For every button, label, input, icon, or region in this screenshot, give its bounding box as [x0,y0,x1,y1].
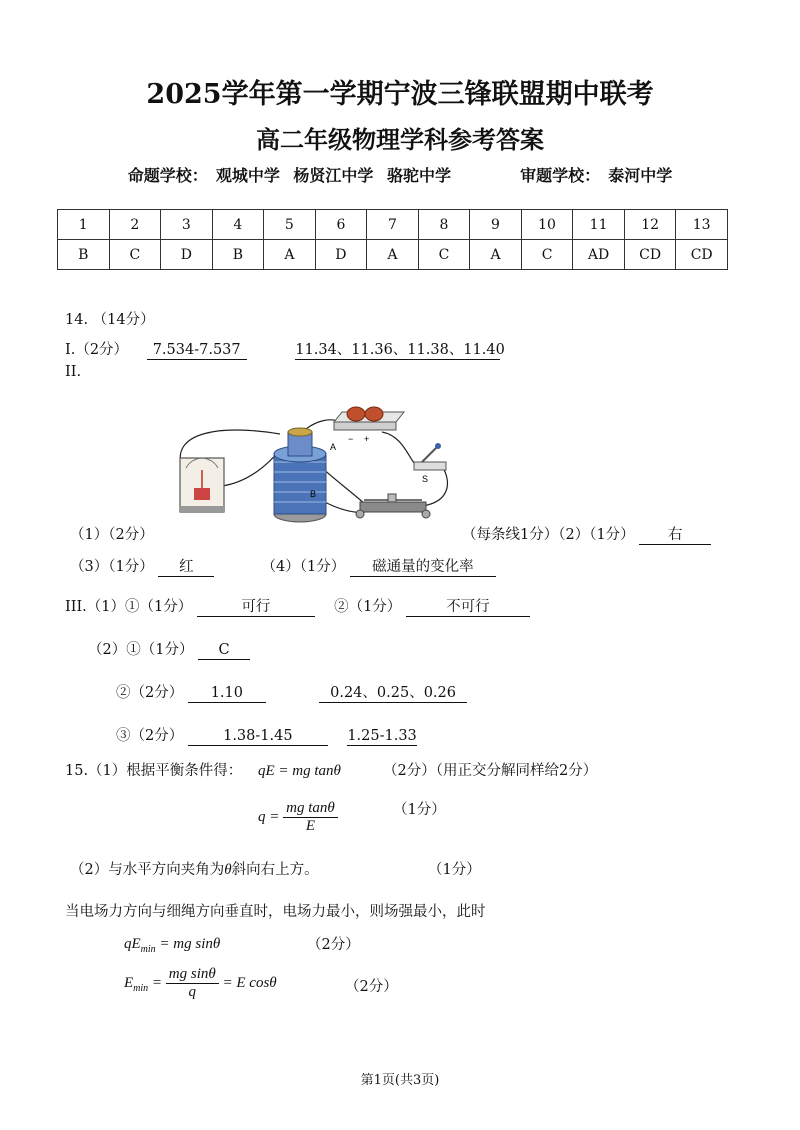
q15-eq2-sub: min [133,982,149,994]
table-cell: 3 [161,210,213,240]
q14-heading: 14. （14分） [65,312,155,328]
q14-p3-1 [65,595,530,617]
answer-table-numbers-row [58,210,728,240]
table-cell: C [109,240,161,270]
fraction-denominator: q [188,984,197,1000]
q15-eq2-equals: = [148,974,163,991]
switch-icon [414,443,446,470]
q14-p2-4-label: （4）（1分） [261,559,346,575]
q15-eq2-rhs: = E cosθ [222,974,277,991]
q15-p1-label: 15.（1）根据平衡条件得： [65,763,243,779]
q15-p2-label: （2）与水平方向夹角为 [70,862,225,878]
q15-eq1-sub: min [140,944,156,955]
q15-eq1 [124,936,220,955]
q14-part2-label: II. [65,364,82,380]
coil-label-a: A [330,442,337,452]
page-subtitle: 高二年级物理学科参考答案 [256,125,544,154]
page-title: 2025学年第一学期宁波三锋联盟期中联考 [146,79,654,110]
q14-p3-1b-label: ②（1分） [334,599,402,615]
authors-label: 命题学校： [127,166,208,185]
q14-p3-2a-label: （2）①（1分） [88,642,194,658]
table-cell: D [315,240,367,270]
school-2: 杨贤江中学 [293,166,374,185]
q15-eq2-fraction [166,966,219,1001]
q14-p2-4-answer: 磁通量的变化率 [350,558,496,577]
battery-plus-label: + [364,434,370,444]
table-cell: 7 [367,210,419,240]
q15-eq2-score: （2分） [345,979,398,995]
table-cell: 5 [264,210,316,240]
q14-p2-3 [70,555,496,577]
reviewer-label: 审题学校： [520,166,601,185]
table-cell: 4 [212,210,264,240]
table-cell: 13 [676,210,728,240]
q14-p3-2b-answer2: 0.24、0.25、0.26 [319,684,467,703]
q15-p1-q-formula [258,800,338,835]
q14-p3-1b-answer: 不可行 [406,598,530,617]
q15-p1-q: q = [258,808,280,825]
table-cell: 1 [58,210,110,240]
q14-p2-1-note-text: （每条线1分） [462,527,559,543]
table-cell: A [367,240,419,270]
table-cell: AD [573,240,625,270]
battery-minus-label: − [348,434,354,444]
table-cell: C [418,240,470,270]
q14-p2-1-note [462,523,711,545]
table-cell: C [521,240,573,270]
q14-p3-2b-label: ②（2分） [116,685,184,701]
answer-table-answers-row [58,240,728,270]
q14-p3-2a [88,638,250,660]
fraction-numerator: mg tanθ [283,800,338,818]
q14-p3-2c [116,724,417,746]
school-1: 观城中学 [215,166,280,185]
q14-part1-label: I.（2分） [65,342,129,358]
table-cell: A [470,240,522,270]
table-cell: 8 [418,210,470,240]
authors-line [0,163,800,186]
theta-symbol: θ [224,862,232,878]
q14-p3-2b-answer1: 1.10 [188,684,266,703]
q15-eq2-lhs: E [124,974,134,991]
q15-eq2 [124,966,277,1001]
q15-eq1-score: （2分） [307,937,360,953]
wire [422,466,447,506]
q15-p1-fraction [283,800,338,835]
q15-p1-score: （2分）（用正交分解同样给2分） [383,763,598,779]
q14-part1-answer1: 7.534-7.537 [147,341,247,360]
q14-p2-2-label: （2）（1分） [558,527,635,543]
table-cell: 6 [315,210,367,240]
q14-p2-1-label: （1）（2分） [70,527,154,543]
q14-p3-2a-answer: C [198,641,250,660]
q15-p1-equation: qE = mg tanθ [258,763,341,779]
table-cell: 10 [521,210,573,240]
wire [222,450,280,486]
q15-eq1-lhs: qE [124,936,141,952]
table-cell: 11 [573,210,625,240]
table-cell: B [212,240,264,270]
q15-p1-score2: （1分） [393,802,446,818]
table-cell: D [161,240,213,270]
answer-table [57,209,728,270]
wire [382,432,418,466]
battery-icon [334,407,404,430]
page-number: 第1页(共3页) [360,1073,440,1088]
q15-p2-text: 当电场力方向与细绳方向垂直时，电场力最小，则场强最小，此时 [65,904,486,920]
q14-p2-2-answer: 右 [639,526,711,545]
q14-p3-2c-answer1: 1.38-1.45 [188,727,328,746]
q15-p2-rest: 斜向右上方。 [231,862,319,878]
q15-eq1-rhs: = mg sinθ [155,936,221,952]
table-cell: 2 [109,210,161,240]
fraction-numerator: mg sinθ [166,966,219,984]
galvanometer-icon [180,458,224,512]
rheostat-icon [356,494,430,518]
q14-p3-1a-label: III.（1）①（1分） [65,599,193,615]
switch-label-s: S [422,474,429,484]
table-cell: 9 [470,210,522,240]
coil-label-b: B [310,489,317,499]
q14-part1 [65,338,505,360]
q14-p3-1a-answer: 可行 [197,598,315,617]
reviewer-school: 泰河中学 [608,166,673,185]
q14-part1-answer2: 11.34、11.36、11.38、11.40 [295,342,505,358]
table-cell: B [58,240,110,270]
circuit-diagram [160,402,460,524]
q14-p2-3-label: （3）（1分） [70,559,154,575]
school-3: 骆驼中学 [387,166,452,185]
q14-p2-3-answer: 红 [158,558,214,577]
q14-p3-2b [116,681,467,703]
table-cell: A [264,240,316,270]
q15-p2-line [70,858,319,879]
q14-p3-2c-answer2: 1.25-1.33 [347,728,417,744]
table-cell: CD [676,240,728,270]
table-cell: CD [624,240,676,270]
table-cell: 12 [624,210,676,240]
coil-assembly-icon [274,428,326,522]
fraction-denominator: E [305,818,316,834]
q14-p3-2c-label: ③（2分） [116,728,184,744]
q15-p2-score: （1分） [428,862,481,878]
